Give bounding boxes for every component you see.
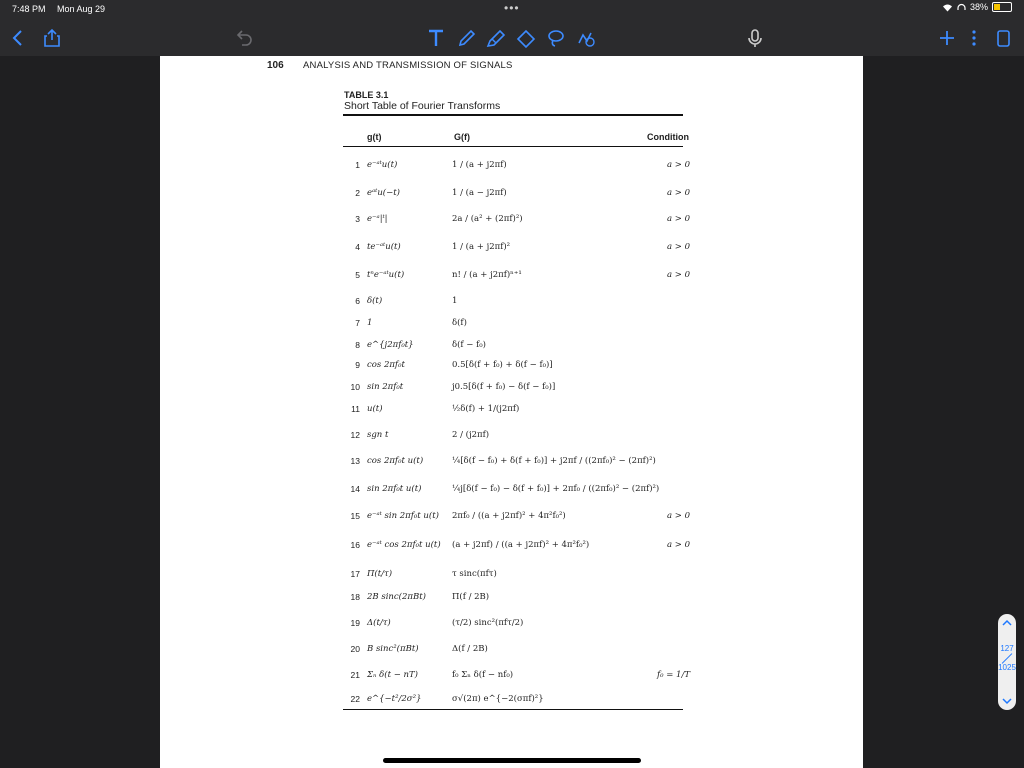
chevron-left-icon[interactable] — [6, 26, 30, 50]
row-number: 10 — [350, 382, 360, 392]
table-bottom-rule — [343, 709, 683, 710]
lasso-icon[interactable] — [544, 26, 568, 50]
row-number: 22 — [350, 694, 360, 704]
time-function: tⁿe⁻ᵃᵗu(t) — [367, 270, 405, 280]
condition: a > 0 — [666, 511, 690, 521]
time-function: e⁻ᵃᵗ sin 2πf₀t u(t) — [367, 511, 439, 521]
time-function: e^{−t²/2σ²} — [367, 694, 422, 704]
fourier-transform: (τ/2) sinc²(πfτ/2) — [452, 618, 524, 628]
table-row — [330, 588, 690, 610]
condition: a > 0 — [666, 540, 690, 550]
add-icon[interactable] — [935, 26, 959, 50]
time-function: u(t) — [367, 404, 383, 414]
page-indicator — [998, 644, 1016, 673]
undo-icon[interactable] — [232, 26, 256, 50]
page-navigator[interactable] — [998, 614, 1016, 710]
fourier-transform: τ sinc(πfτ) — [452, 569, 497, 579]
table-row — [330, 292, 690, 314]
column-header-condition: Condition — [647, 132, 689, 142]
row-number: 6 — [355, 296, 360, 306]
row-number: 8 — [355, 340, 360, 350]
page-header: ANALYSIS AND TRANSMISSION OF SIGNALS — [303, 60, 513, 71]
table-row — [330, 336, 690, 358]
table-row — [330, 565, 690, 587]
chevron-up-icon[interactable] — [998, 616, 1016, 630]
condition: a > 0 — [666, 242, 690, 252]
time-function: sin 2πf₀t u(t) — [367, 484, 422, 494]
condition: a > 0 — [666, 270, 690, 280]
home-indicator[interactable] — [383, 758, 641, 763]
fourier-transform: n! / (a + j2πf)ⁿ⁺¹ — [452, 270, 522, 280]
microphone-icon[interactable] — [743, 26, 767, 50]
row-number: 20 — [350, 644, 360, 654]
table-row — [330, 156, 690, 178]
multitasking-dots-icon[interactable]: ••• — [504, 1, 520, 15]
row-number: 14 — [350, 484, 360, 494]
table-row — [330, 640, 690, 662]
time-function: sin 2πf₀t — [367, 382, 404, 392]
row-number: 2 — [355, 188, 360, 198]
row-number: 1 — [355, 160, 360, 170]
fourier-transform: Δ(f / 2B) — [452, 644, 488, 654]
time-function: te⁻ᵃᵗu(t) — [367, 242, 401, 252]
fourier-transform: ¼[δ(f − f₀) + δ(f + f₀)] + j2πf / ((2πf₀)² − (2πf)²) — [452, 456, 656, 466]
more-icon[interactable] — [962, 26, 986, 50]
table-top-rule — [343, 114, 683, 116]
pages-icon[interactable] — [991, 26, 1015, 50]
table-row — [330, 266, 690, 288]
fourier-transform: 2a / (a² + (2πf)²) — [452, 214, 523, 224]
fourier-transform: 1 / (a + j2πf)² — [452, 242, 511, 252]
time-function: cos 2πf₀t u(t) — [367, 456, 424, 466]
total-pages: 1025 — [998, 663, 1016, 672]
fourier-transform: f₀ Σₙ δ(f − nf₀) — [452, 670, 514, 680]
status-time: 7:48 PM — [12, 4, 46, 14]
time-function: e^{j2πf₀t} — [367, 340, 414, 350]
table-row — [330, 356, 690, 378]
row-number: 15 — [350, 511, 360, 521]
fourier-transform: 2 / (j2πf) — [452, 430, 490, 440]
column-header-G: G(f) — [454, 132, 470, 142]
fourier-transform: (a + j2πf) / ((a + j2πf)² + 4π²f₀²) — [452, 540, 590, 550]
chevron-down-icon[interactable] — [998, 694, 1016, 708]
row-number: 12 — [350, 430, 360, 440]
table-row — [330, 184, 690, 206]
time-function: 2B sinc(2πBt) — [367, 592, 426, 602]
fourier-transform: σ√(2π) e^{−2(σπf)²} — [452, 694, 544, 704]
row-number: 16 — [350, 540, 360, 550]
row-number: 21 — [350, 670, 360, 680]
text-tool-icon[interactable] — [424, 26, 448, 50]
table-label: TABLE 3.1 — [344, 90, 389, 100]
share-icon[interactable] — [40, 26, 64, 50]
time-function: Π(t/τ) — [367, 569, 393, 579]
table-row — [330, 480, 690, 502]
time-function: eᵃᵗu(−t) — [367, 188, 400, 198]
highlighter-icon[interactable] — [484, 26, 508, 50]
condition: a > 0 — [666, 188, 690, 198]
table-row — [330, 378, 690, 400]
status-right — [942, 2, 1012, 12]
battery-percent: 38% — [969, 2, 988, 12]
table-row — [330, 536, 690, 558]
status-bar — [0, 0, 1024, 20]
fourier-transform: δ(f) — [452, 318, 467, 328]
row-number: 17 — [350, 569, 360, 579]
row-number: 3 — [355, 214, 360, 224]
row-number: 7 — [355, 318, 360, 328]
fourier-transform: 1 / (a + j2πf) — [452, 160, 507, 170]
condition: a > 0 — [666, 160, 690, 170]
wifi-icon — [942, 3, 953, 12]
time-function: Σₙ δ(t − nT) — [367, 670, 418, 680]
time-function: cos 2πf₀t — [367, 360, 405, 370]
table-row — [330, 507, 690, 529]
fourier-transform: 1 / (a − j2πf) — [452, 188, 507, 198]
table-row — [330, 614, 690, 636]
table-row — [330, 666, 690, 688]
fourier-transform: ½δ(f) + 1/(j2πf) — [452, 404, 520, 414]
table-row — [330, 426, 690, 448]
time-function: e⁻ᵃᵗu(t) — [367, 160, 398, 170]
fourier-transform: 2πf₀ / ((a + j2πf)² + 4π²f₀²) — [452, 511, 566, 521]
page-number: 106 — [267, 60, 284, 71]
time-function: 1 — [367, 318, 373, 328]
document-page[interactable] — [160, 56, 863, 768]
table-title: Short Table of Fourier Transforms — [344, 100, 501, 112]
table-row — [330, 210, 690, 232]
row-number: 5 — [355, 270, 360, 280]
fourier-transform: δ(f − f₀) — [452, 340, 486, 350]
time-function: B sinc²(πBt) — [367, 644, 419, 654]
time-function: δ(t) — [367, 296, 383, 306]
left-margin — [0, 56, 160, 768]
eraser-icon[interactable] — [514, 26, 538, 50]
row-number: 9 — [355, 360, 360, 370]
condition: f₀ = 1/T — [656, 670, 690, 680]
time-function: sgn t — [367, 430, 389, 440]
time-function: e⁻ᵃ|ᵗ| — [367, 214, 388, 224]
shapes-icon[interactable] — [574, 26, 598, 50]
table-row — [330, 238, 690, 260]
fourier-transform: ¼j[δ(f − f₀) − δ(f + f₀)] + 2πf₀ / ((2πf₀)² − (2πf)²) — [452, 484, 660, 494]
current-page: 127 — [1000, 644, 1014, 653]
annotation-toolbar — [0, 20, 1024, 57]
row-number: 19 — [350, 618, 360, 628]
row-number: 13 — [350, 456, 360, 466]
headphones-icon — [957, 3, 966, 12]
table-row — [330, 400, 690, 422]
row-number: 11 — [351, 404, 360, 414]
condition: a > 0 — [666, 214, 690, 224]
pen-icon[interactable] — [455, 26, 479, 50]
row-number: 4 — [355, 242, 360, 252]
header-rule — [343, 146, 683, 147]
status-date: Mon Aug 29 — [57, 4, 106, 14]
time-function: e⁻ᵃᵗ cos 2πf₀t u(t) — [367, 540, 441, 550]
fourier-transform: Π(f / 2B) — [452, 592, 490, 602]
fourier-transform: 1 — [452, 296, 458, 306]
table-row — [330, 452, 690, 474]
table-row — [330, 314, 690, 336]
fourier-transform: 0.5[δ(f + f₀) + δ(f − f₀)] — [452, 360, 553, 370]
fourier-transform: j0.5[δ(f + f₀) − δ(f − f₀)] — [452, 382, 556, 392]
battery-icon — [992, 2, 1012, 12]
time-function: Δ(t/τ) — [367, 618, 391, 628]
row-number: 18 — [350, 592, 360, 602]
column-header-g: g(t) — [367, 132, 382, 142]
